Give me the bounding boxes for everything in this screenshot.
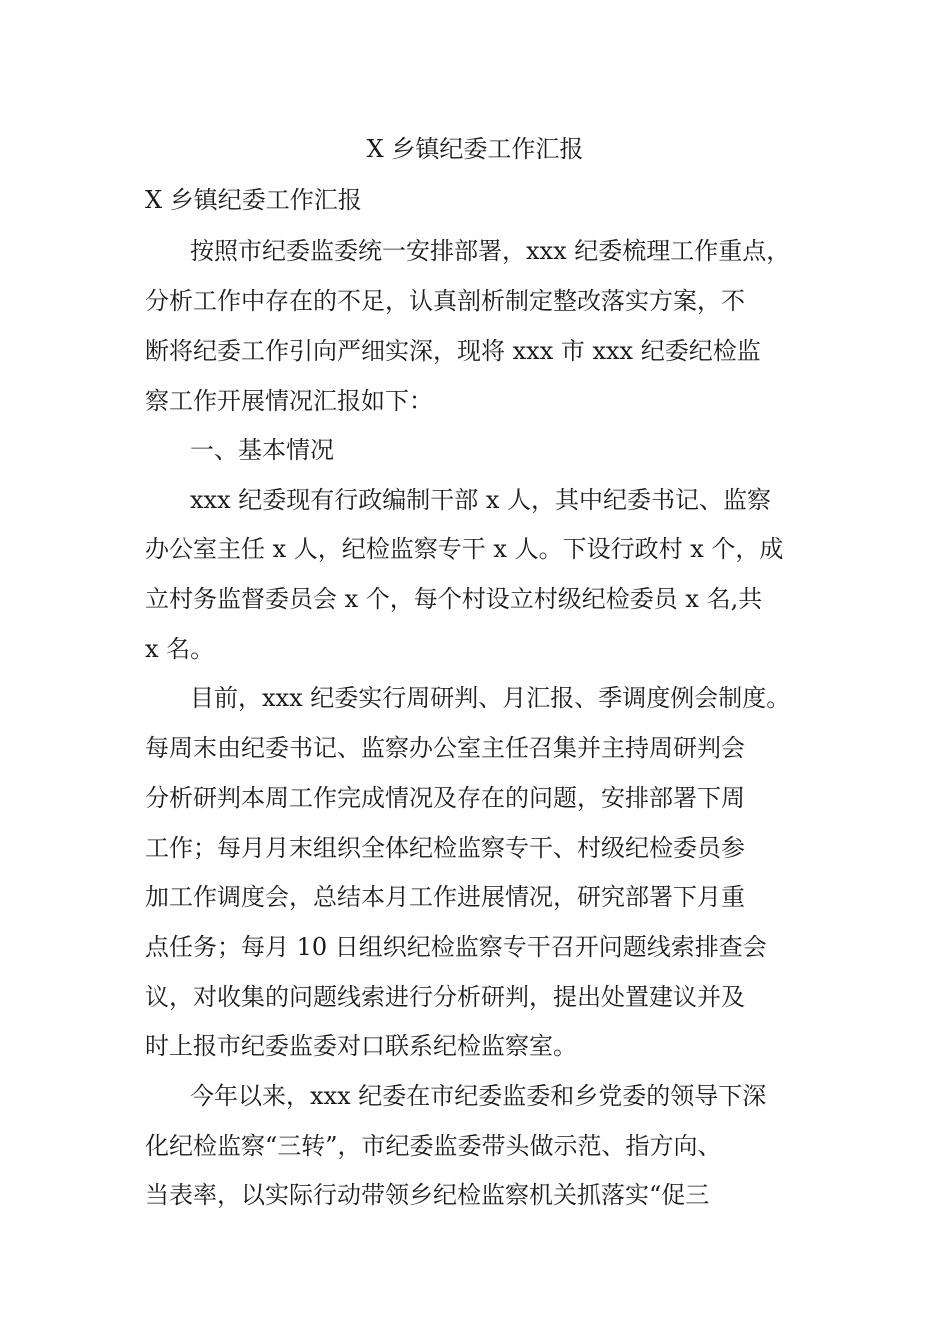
paragraph-line: 议，对收集的问题线索进行分析研判，提出处置建议并及: [145, 983, 745, 1011]
document-title: X 乡镇纪委工作汇报: [366, 135, 584, 163]
paragraph-line: 断将纪委工作引向严细实深，现将 xxx 市 xxx 纪委纪检监: [145, 337, 761, 365]
paragraph-line: x 名。: [145, 635, 215, 663]
paragraph-line: 分析工作中存在的不足，认真剖析制定整改落实方案，不: [145, 287, 745, 315]
section-heading: 一、基本情况: [190, 436, 334, 464]
paragraph-line: 办公室主任 x 人，纪检监察专干 x 人。下设行政村 x 个，成: [145, 535, 784, 563]
paragraph-line: 目前，xxx 纪委实行周研判、月汇报、季调度例会制度。: [190, 684, 791, 712]
paragraph-line: 今年以来，xxx 纪委在市纪委监委和乡党委的领导下深: [190, 1082, 767, 1110]
document-subtitle: X 乡镇纪委工作汇报: [145, 186, 362, 214]
paragraph-line: 时上报市纪委监委对口联系纪检监察室。: [145, 1032, 577, 1060]
paragraph-line: 工作；每月月末组织全体纪检监察专干、村级纪检委员参: [145, 834, 745, 862]
paragraph-line: 每周末由纪委书记、监察办公室主任召集并主持周研判会: [145, 734, 745, 762]
paragraph-line: 加工作调度会，总结本月工作进展情况，研究部署下月重: [145, 883, 745, 911]
paragraph-line: 分析研判本周工作完成情况及存在的问题，安排部署下周: [145, 784, 745, 812]
paragraph-line: xxx 纪委现有行政编制干部 x 人，其中纪委书记、监察: [190, 486, 772, 514]
paragraph-line: 化纪检监察“三转”，市纪委监委带头做示范、指方向、: [145, 1132, 722, 1160]
paragraph-line: 当表率，以实际行动带领乡纪检监察机关抓落实“促三: [145, 1181, 710, 1209]
paragraph-line: 按照市纪委监委统一安排部署，xxx 纪委梳理工作重点，: [190, 237, 791, 265]
paragraph-line: 点任务；每月 10 日组织纪检监察专干召开问题线索排查会: [145, 933, 767, 961]
paragraph-line: 立村务监督委员会 x 个，每个村设立村级纪检委员 x 名,共: [145, 585, 763, 613]
paragraph-line: 察工作开展情况汇报如下：: [145, 387, 433, 415]
